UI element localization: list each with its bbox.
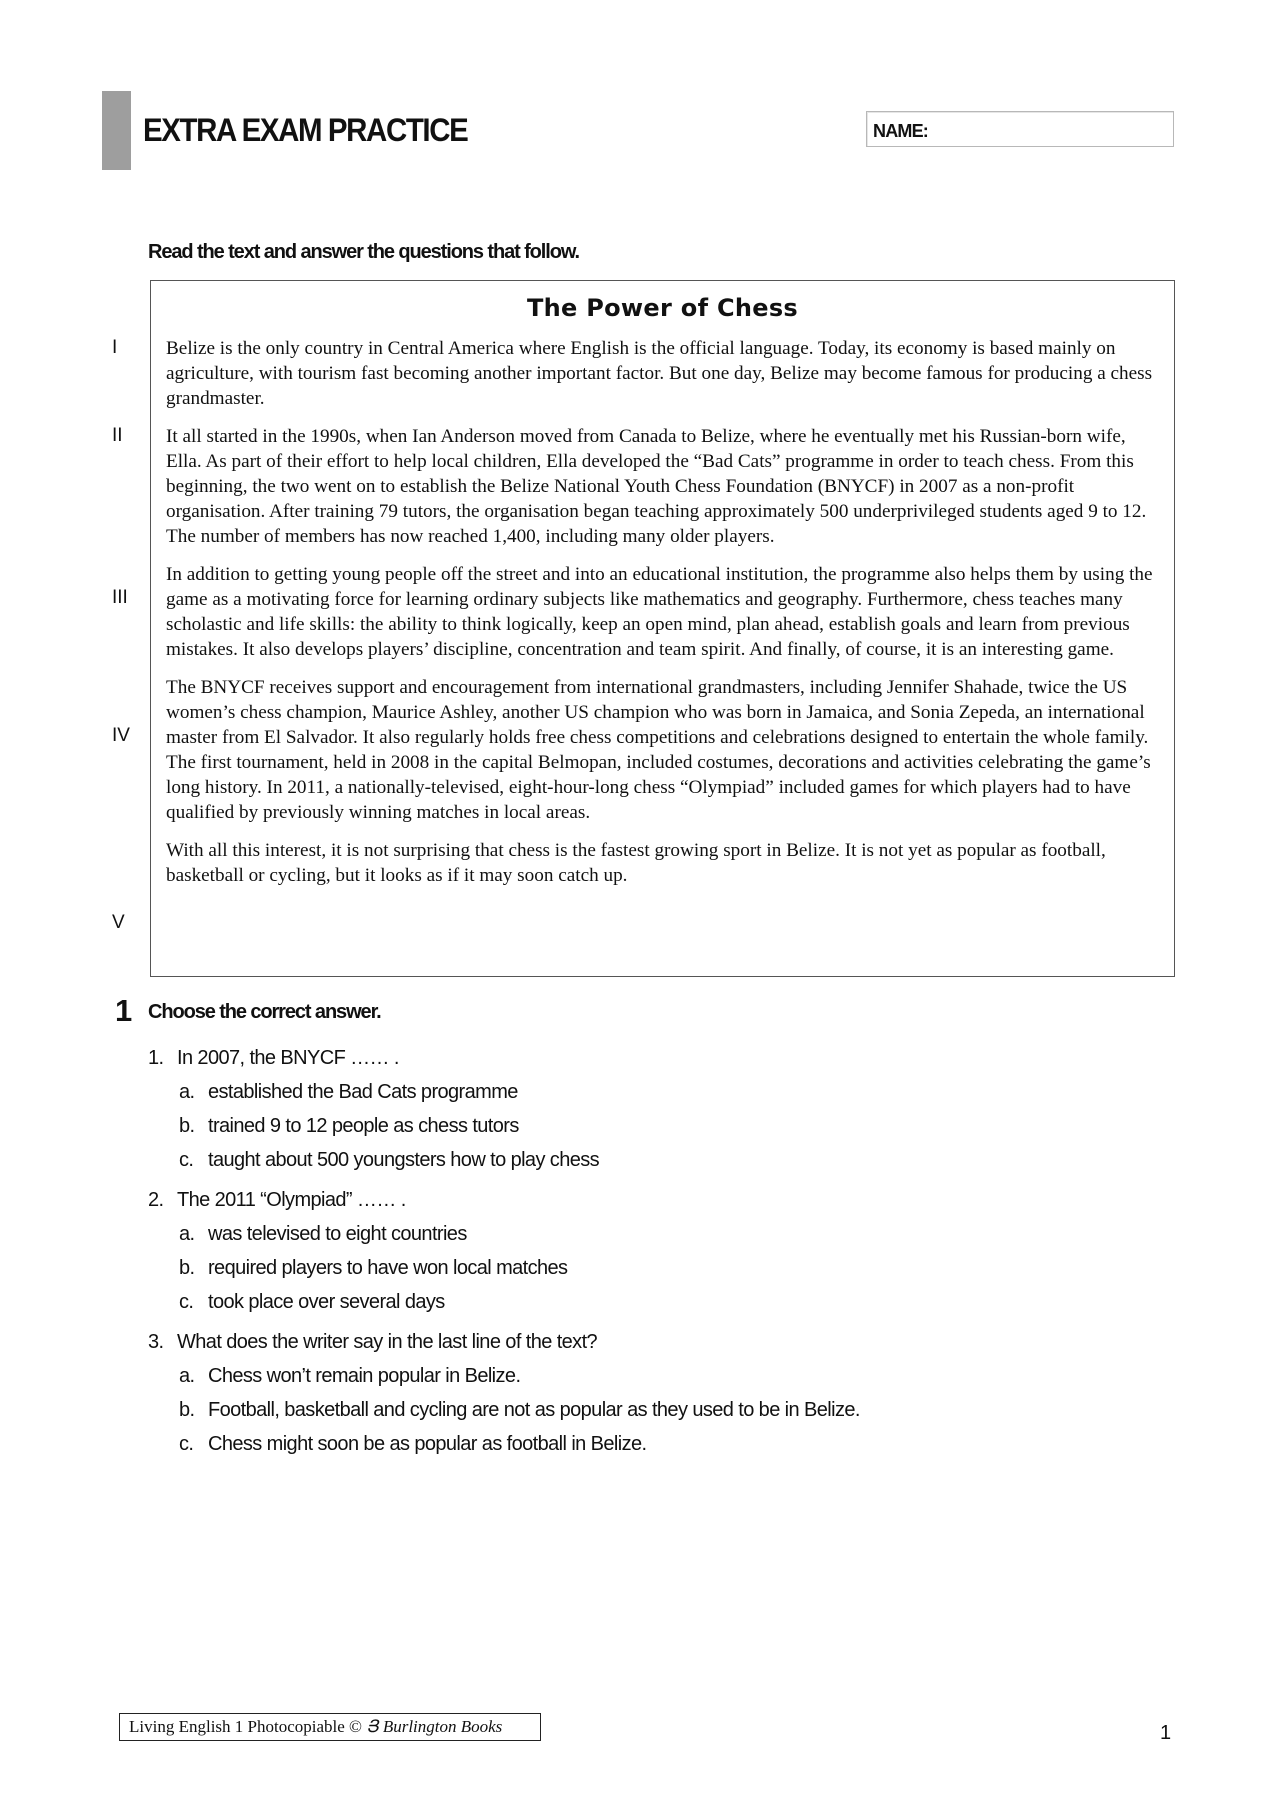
paragraph-numeral: II [112,425,123,446]
option-letter: b. [179,1399,195,1421]
question-number: 1. [148,1047,164,1069]
question-text: In 2007, the BNYCF …… . [177,1047,399,1069]
option-text: took place over several days [208,1291,445,1313]
paragraph-numeral: V [112,912,125,933]
reading-text-box [150,280,1175,977]
option-text: Football, basketball and cycling are not as popular as they used to be in Belize. [208,1399,860,1421]
paragraph-3: In addition to getting young people off the street and into an educational institution, the programme also helps them by using the game as a motivating force for learning ordinary subjects like mathematics and geography. Furthermore, chess teaches many scholastic and life skills: the ability to think logically, keep an open mind, plan ahead, establish goals and learn from previous mistakes. It also develops players’ discipline, concentration and team spirit. And finally, of course, it is an interesting game. [166,564,1153,660]
reading-title: The Power of Chess [526,294,799,322]
question-text: What does the writer say in the last line of the text? [177,1331,598,1353]
name-label: NAME: [873,121,928,141]
page-number: 1 [1160,1722,1172,1744]
option-text: trained 9 to 12 people as chess tutors [208,1115,519,1137]
option-letter: b. [179,1115,195,1137]
paragraph-numeral: I [112,337,118,358]
paragraph-4: The BNYCF receives support and encouragement from international grandmasters, including Jennifer Shahade, twice the US women’s chess champion, Maurice Ashley, another US champion who was born in Jamaica, and Sonia Zepeda, an international master from El Salvador. It also regularly holds free chess competitions and celebrations designed to entertain the whole family. The first tournament, held in 2008 in the capital Belmopan, included costumes, decorations and activities celebrating the game’s long history. In 2011, a nationally-televised, eight-hour-long chess “Olympiad” included games for which players had to have qualified by previously winning matches in local areas. [166,677,1151,823]
option-text: taught about 500 youngsters how to play chess [208,1149,600,1171]
option-text: established the Bad Cats programme [208,1081,518,1103]
exercise-number: 1 [115,993,133,1028]
option-letter: c. [179,1149,194,1171]
exercise-title: Choose the correct answer. [148,1001,381,1023]
paragraph-2: It all started in the 1990s, when Ian Anderson moved from Canada to Belize, where he eventually met his Russian-born wife, Ella. As part of their effort to help local children, Ella developed the “Bad Cats” programme in order to teach chess. From this beginning, the two went on to establish the Belize National Youth Chess Foundation (BNYCF) in 2007 as a non-profit organisation. After training 79 tutors, the organisation began teaching approximately 500 underprivileged students aged 9 to 12. The number of members has now reached 1,400, including many older players. [166,426,1147,547]
paragraph-numeral: III [112,587,128,608]
paragraph-1: Belize is the only country in Central America where English is the official language. Today, its economy is based mainly on agriculture, with tourism fast becoming another important factor. But one day, Belize may become famous for producing a chess grandmaster. [166,338,1153,409]
option-text: Chess might soon be as popular as football in Belize. [208,1433,647,1455]
option-letter: c. [179,1291,194,1313]
name-field[interactable] [866,111,1174,147]
publisher-name: Յ Burlington Books [366,1717,503,1736]
option-text: Chess won’t remain popular in Belize. [208,1365,521,1387]
header-accent-bar [102,91,131,170]
page-title: EXTRA EXAM PRACTICE [143,112,468,148]
option-letter: a. [179,1365,195,1387]
paragraph-numeral: IV [112,725,130,746]
paragraph-5: With all this interest, it is not surprising that chess is the fastest growing sport in Belize. It is not yet as popular as football, basketball or cycling, but it looks as if it may soon catch up. [166,840,1106,886]
option-letter: a. [179,1223,195,1245]
option-text: was televised to eight countries [208,1223,467,1245]
option-letter: c. [179,1433,194,1455]
footer-copyright [119,1713,541,1741]
question-number: 3. [148,1331,164,1353]
option-letter: b. [179,1257,195,1279]
option-letter: a. [179,1081,195,1103]
reading-paragraphs [166,336,1166,901]
question-text: The 2011 “Olympiad” …… . [177,1189,406,1211]
footer-text: Living English 1 Photocopiable © [129,1717,362,1736]
option-text: required players to have won local matches [208,1257,568,1279]
reading-instruction: Read the text and answer the questions that follow. [148,241,580,263]
question-number: 2. [148,1189,164,1211]
